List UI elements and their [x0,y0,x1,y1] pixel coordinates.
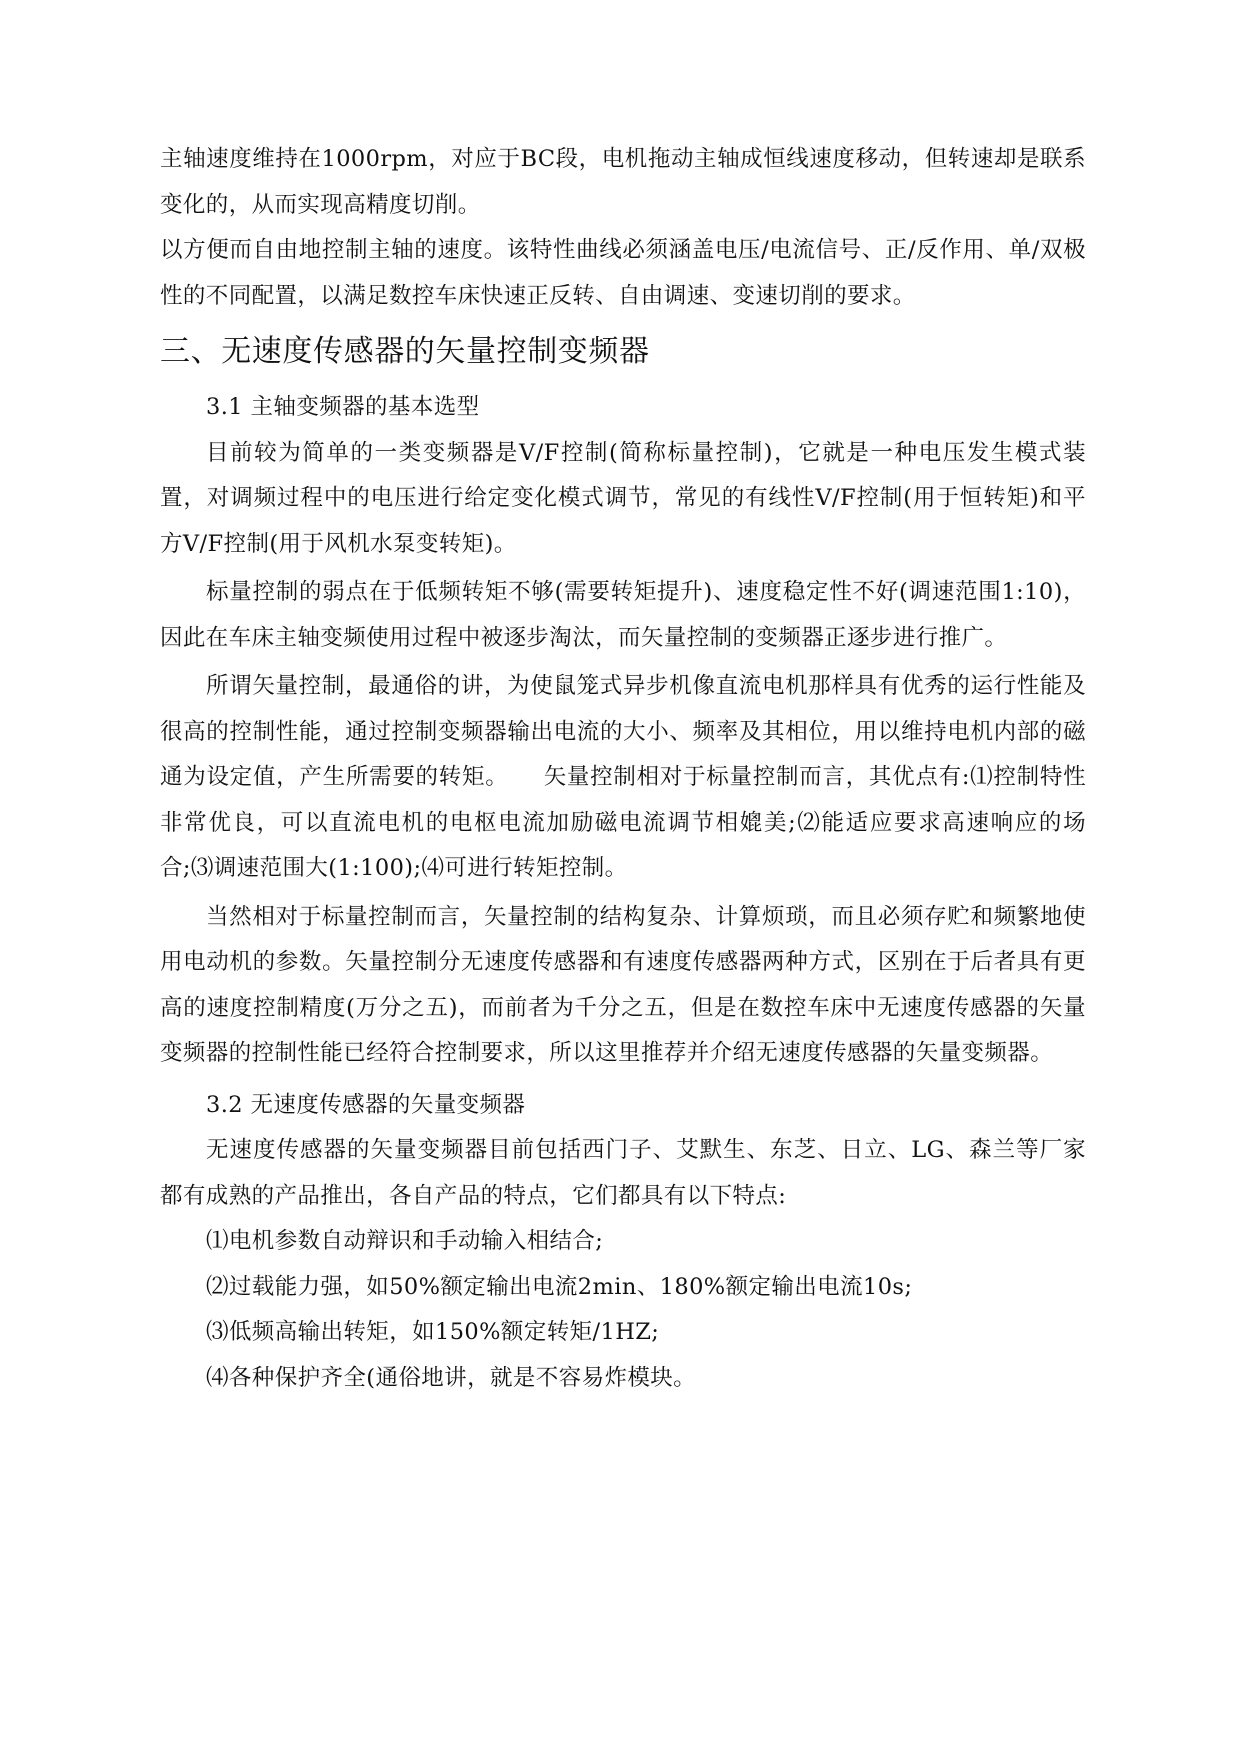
page-body [160,137,1086,1401]
body-paragraph: 所谓矢量控制，最通俗的讲，为使鼠笼式异步机像直流电机那样具有优秀的运行性能及很高的控制性能，通过控制变频器输出电流的大小、频率及其相位，用以维持电机内部的磁通为设定值，产生所需要的转矩。 矢量控制相对于标量控制而言，其优点有:⑴控制特性非常优良，可以直流电机的电枢电流加励磁电流调节相媲美;⑵能适应要求高速响应的场合;⑶调速范围大(1:100);⑷可进行转矩控制。 [160,673,1086,881]
intro-paragraph-1: 主轴速度维持在1000rpm，对应于BC段，电机拖动主轴成恒线速度移动，但转速却是联系变化的，从而实现高精度切削。 [160,146,1086,218]
list-item: ⑴电机参数自动辩识和手动输入相结合; [206,1228,604,1254]
body-paragraph: 标量控制的弱点在于低频转矩不够(需要转矩提升)、速度稳定性不好(调速范围1:10)，因此在车床主轴变频使用过程中被逐步淘汰，而矢量控制的变频器正逐步进行推广。 [160,579,1086,651]
intro-paragraph-2: 以方便而自由地控制主轴的速度。该特性曲线必须涵盖电压/电流信号、正/反作用、单/双极性的不同配置，以满足数控车床快速正反转、自由调速、变速切削的要求。 [160,237,1086,309]
list-item: ⑷各种保护齐全(通俗地讲，就是不容易炸模块。 [206,1364,697,1391]
subsection-heading-3-2: 3.2 无速度传感器的矢量变频器 [206,1091,526,1118]
subsection-heading-3-1: 3.1 主轴变频器的基本选型 [206,394,480,420]
list-item: ⑵过载能力强，如50%额定输出电流2min、180%额定输出电流10s; [206,1273,913,1300]
section-heading: 三、无速度传感器的矢量控制变频器 [160,334,650,369]
body-paragraph: 无速度传感器的矢量变频器目前包括西门子、艾默生、东芝、日立、LG、森兰等厂家都有成熟的产品推出，各自产品的特点，它们都具有以下特点: [160,1137,1086,1209]
body-paragraph: 目前较为简单的一类变频器是V/F控制(简称标量控制)，它就是一种电压发生模式装置，对调频过程中的电压进行给定变化模式调节，常见的有线性V/F控制(用于恒转矩)和平方V/F控制(用于风机水泵变转矩)。 [160,439,1086,557]
list-item: ⑶低频高输出转矩，如150%额定转矩/1HZ; [206,1319,660,1345]
body-paragraph: 当然相对于标量控制而言，矢量控制的结构复杂、计算烦琐，而且必须存贮和频繁地使用电动机的参数。矢量控制分无速度传感器和有速度传感器两种方式，区别在于后者具有更高的速度控制精度(万分之五)，而前者为千分之五，但是在数控车床中无速度传感器的矢量变频器的控制性能已经符合控制要求，所以这里推荐并介绍无速度传感器的矢量变频器。 [160,903,1086,1066]
